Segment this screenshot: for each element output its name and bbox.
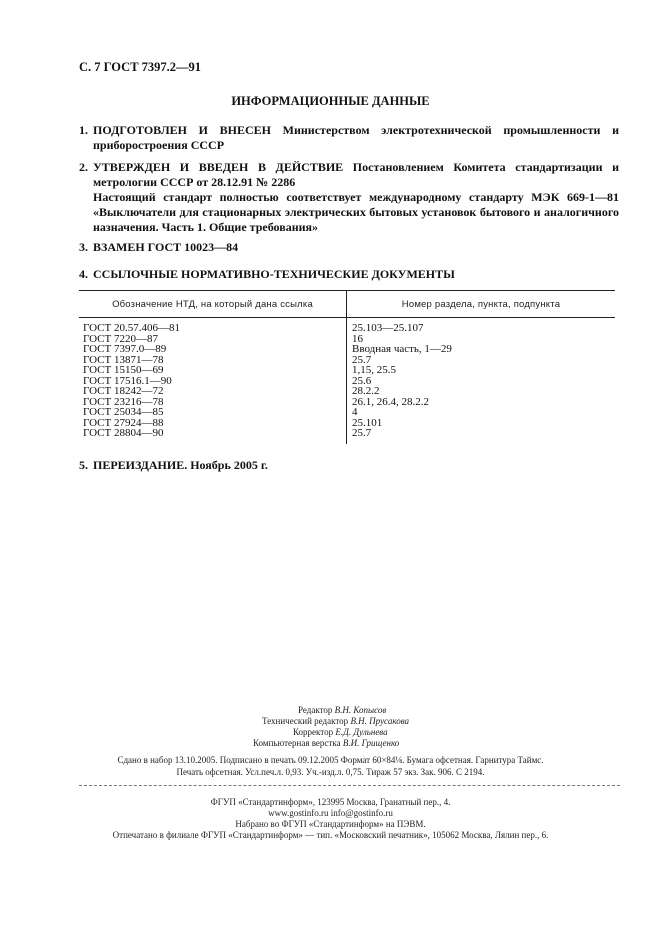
editor-role: Редактор — [298, 705, 333, 715]
ref-cell: 25.7 — [352, 427, 372, 439]
doc-cell: ГОСТ 13871—78 — [83, 353, 164, 366]
ref-cell: 16 — [352, 332, 363, 345]
layout-name: В.И. Грищенко — [342, 738, 400, 748]
publisher-line-3: Набрано во ФГУП «Стандартинформ» на ПЭВМ. — [235, 819, 426, 829]
doc-cell: ГОСТ 7220—87 — [83, 332, 158, 345]
section-number: 3. — [79, 240, 88, 254]
section-prepared — [79, 123, 619, 153]
table-row — [79, 323, 615, 334]
section-text: ПЕРЕИЗДАНИЕ. Ноябрь 2005 г. — [93, 458, 268, 472]
ref-cell: Вводная часть, 1—29 — [352, 343, 452, 355]
doc-cell: ГОСТ 7397.0—89 — [83, 343, 167, 355]
column-header-clause: Номер раздела, пункта, подпункта — [401, 299, 561, 310]
section-text: Министерством электротехнической промышленности и приборостроения СССР — [93, 123, 619, 152]
ref-cell: 25.6 — [352, 374, 372, 387]
doc-cell: ГОСТ 23216—78 — [83, 395, 164, 408]
publisher-line-2: www.gostinfo.ru info@gostinfo.ru — [268, 808, 393, 818]
corrector-role: Корректор — [293, 727, 334, 737]
section-number: 4. — [79, 267, 88, 281]
table-header — [79, 291, 615, 318]
section-references — [79, 267, 619, 282]
table-row — [79, 386, 615, 397]
document-title: ИНФОРМАЦИОННЫЕ ДАННЫЕ — [231, 94, 430, 108]
section-text: Постановлением Комитета стандартизации и метрологии СССР от 28.12.91 № 2286 — [93, 160, 620, 189]
section-number: 1. — [79, 123, 88, 137]
doc-cell: ГОСТ 27924—88 — [83, 416, 164, 429]
editor-name: В.Н. Копысов — [334, 705, 387, 715]
ref-cell: 25.103—25.107 — [352, 322, 424, 334]
imprint-divider — [79, 785, 620, 786]
publisher-line-1: ФГУП «Стандартинформ», 123995 Москва, Гранатный пер., 4. — [210, 797, 451, 807]
corrector-name: Е.Д. Дульнева — [335, 727, 388, 737]
publisher-line-4: Отпечатано в филиале ФГУП «Стандартинформ» — тип. «Московский печатник», 105062 Москва, Лялин пер., 6. — [112, 830, 549, 840]
ref-cell: 25.7 — [352, 353, 372, 366]
print-details-line-2: Печать офсетная. Усл.печ.л. 0,93. Уч.-изд.л. 0,75. Тираж 57 экз. Зак. 906. С 2194. — [176, 767, 485, 777]
section-number: 2. — [79, 160, 88, 174]
table-row — [79, 407, 615, 418]
page-header: С. 7 ГОСТ 7397.2—91 — [79, 60, 202, 74]
doc-cell: ГОСТ 20.57.406—81 — [83, 322, 180, 334]
print-details-line-1: Сдано в набор 13.10.2005. Подписано в печать 09.12.2005 Формат 60×84⅛. Бумага офсетная. Гарнитура Таймс. — [117, 755, 544, 765]
reference-table — [79, 290, 615, 439]
ref-cell: 26.1, 26.4, 28.2.2 — [352, 395, 429, 408]
tech-editor-line — [262, 716, 409, 726]
tech-editor-name: В.Н. Прусакова — [350, 716, 410, 726]
corrector-line — [293, 727, 388, 737]
doc-cell: ГОСТ 25034—85 — [83, 406, 164, 418]
section-text: ВЗАМЕН ГОСТ 10023—84 — [93, 240, 239, 254]
ref-cell: 1,15, 25.5 — [352, 364, 396, 376]
table-row — [79, 428, 615, 439]
ref-cell: 4 — [352, 406, 358, 418]
table-body — [79, 318, 615, 439]
ref-cell: 25.101 — [352, 416, 383, 429]
section-replaces — [79, 240, 619, 255]
table-row — [79, 365, 615, 376]
doc-cell: ГОСТ 28804—90 — [83, 427, 164, 439]
section-approved — [79, 160, 619, 235]
layout-line — [253, 738, 399, 748]
section-lead: ПОДГОТОВЛЕН И ВНЕСЕН — [93, 123, 271, 137]
ref-cell: 28.2.2 — [352, 385, 380, 397]
tech-editor-role: Технический редактор — [262, 716, 349, 726]
section-iec-note: Настоящий стандарт полностью соответствует международному стандарту МЭК 669-1—81 «Выключатели для стационарных электрических бытовых установок бытового и аналогичного назначения. Часть 1. Общие требования» — [93, 190, 619, 234]
doc-cell: ГОСТ 18242—72 — [83, 385, 164, 397]
section-lead: УТВЕРЖДЕН И ВВЕДЕН В ДЕЙСТВИЕ — [93, 160, 344, 174]
section-number: 5. — [79, 458, 88, 472]
layout-role: Компьютерная верстка — [253, 738, 341, 748]
editor-line — [298, 705, 386, 715]
column-header-document: Обозначение НТД, на который дана ссылка — [112, 299, 313, 310]
section-reissue — [79, 458, 619, 473]
doc-cell: ГОСТ 17516.1—90 — [83, 374, 172, 387]
table-row — [79, 344, 615, 355]
section-text: ССЫЛОЧНЫЕ НОРМАТИВНО-ТЕХНИЧЕСКИЕ ДОКУМЕНТЫ — [93, 267, 455, 281]
doc-cell: ГОСТ 15150—69 — [83, 364, 164, 376]
